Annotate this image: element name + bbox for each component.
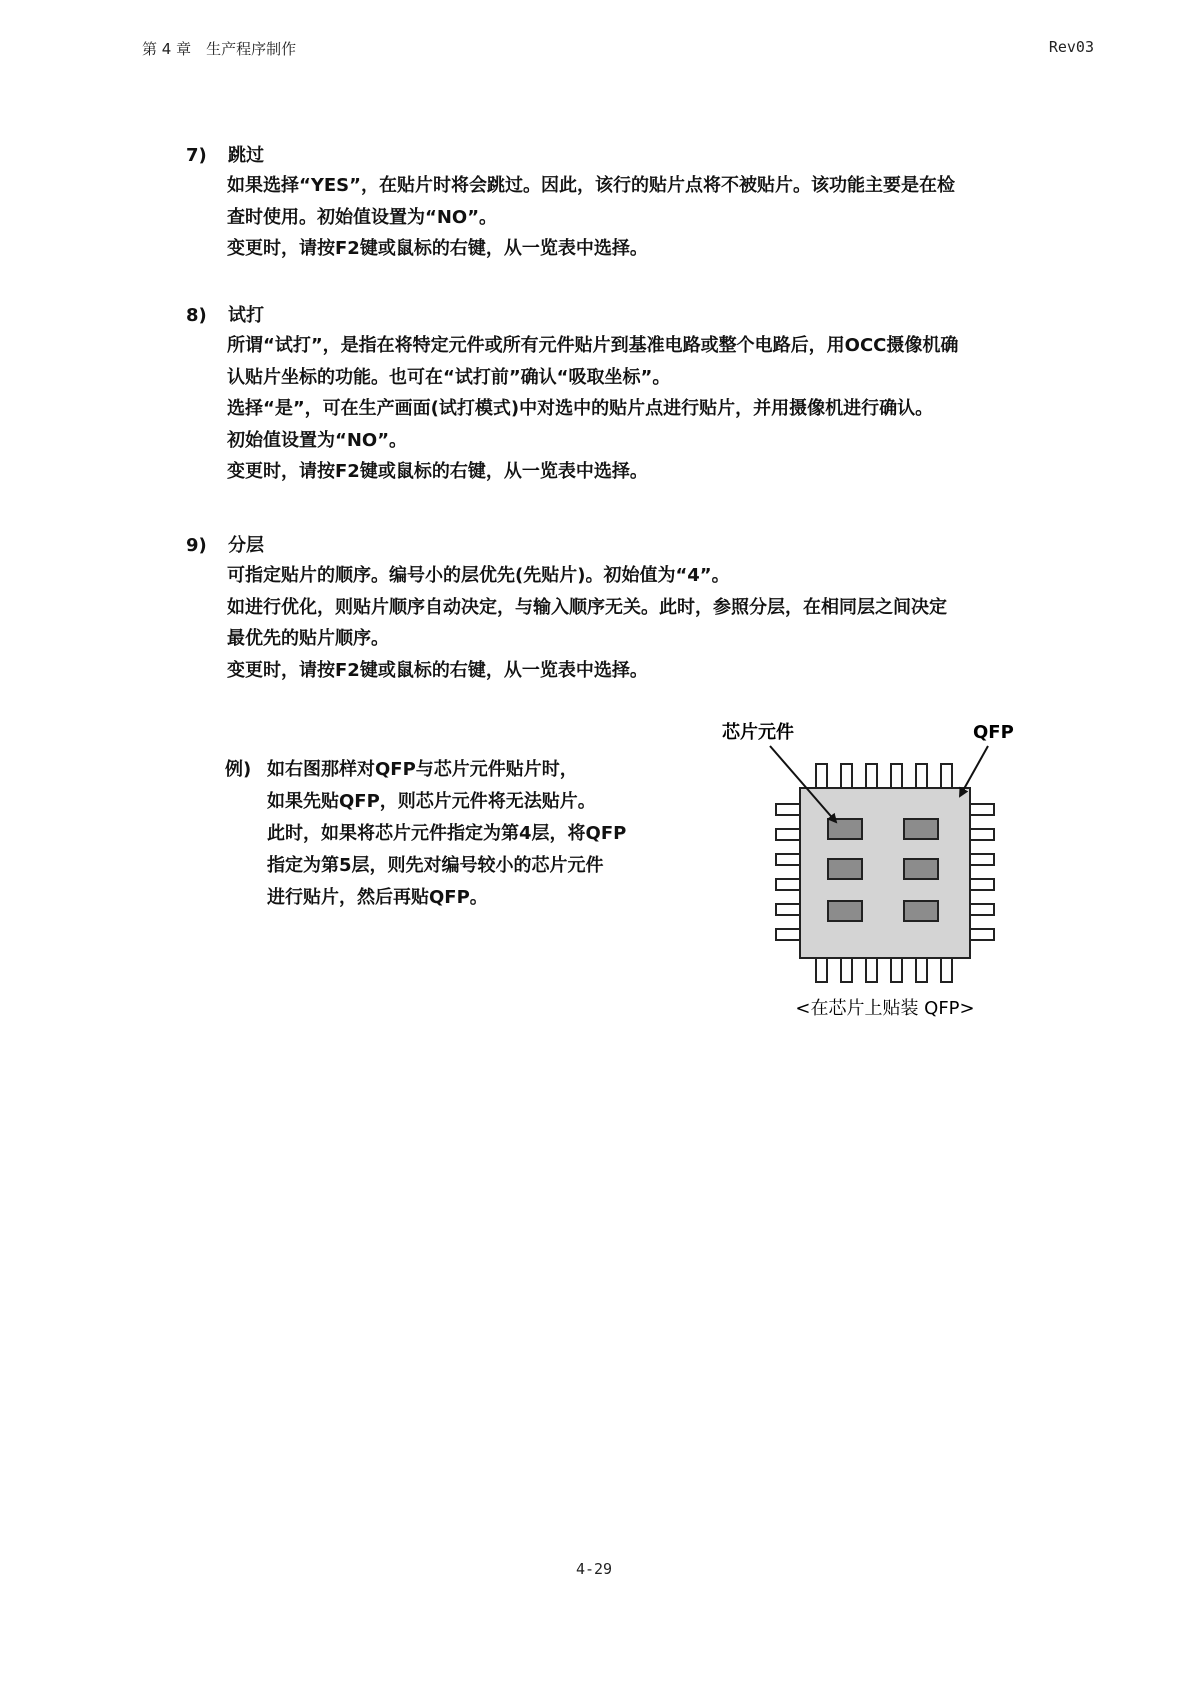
section-layer: [186, 532, 1086, 686]
example-line: 进行贴片，然后再贴QFP。: [267, 887, 488, 908]
paragraph-line: 选择“是”，可在生产画面(试打模式)中对选中的贴片点进行贴片，并用摄像机进行确认。: [227, 398, 934, 419]
section-number: 7): [186, 145, 207, 166]
qfp-lead: [970, 879, 994, 890]
section-skip: [186, 142, 1086, 265]
qfp-lead: [970, 829, 994, 840]
qfp-lead: [841, 958, 852, 982]
section-trial-placement: [186, 302, 1086, 488]
page-number: 4-29: [575, 1560, 613, 1578]
chip-component: [828, 819, 862, 839]
qfp-label: QFP: [973, 722, 1014, 743]
qfp-lead: [816, 764, 827, 788]
qfp-lead: [866, 958, 877, 982]
paragraph-line: 可指定贴片的顺序。编号小的层优先(先贴片)。初始值为“4”。: [227, 565, 730, 586]
example-line: 此时，如果将芯片元件指定为第4层，将QFP: [267, 823, 627, 844]
example-line: 如果先贴QFP，则芯片元件将无法贴片。: [267, 791, 596, 812]
paragraph-line: 变更时，请按F2键或鼠标的右键，从一览表中选择。: [227, 461, 648, 482]
section-title: 试打: [228, 305, 264, 326]
qfp-lead: [941, 958, 952, 982]
qfp-lead: [866, 764, 877, 788]
qfp-lead: [970, 904, 994, 915]
qfp-lead: [916, 764, 927, 788]
section-number: 9): [186, 535, 207, 556]
qfp-lead: [970, 854, 994, 865]
paragraph-line: 变更时，请按F2键或鼠标的右键，从一览表中选择。: [227, 238, 648, 259]
qfp-diagram-svg: [720, 718, 1020, 1038]
qfp-lead: [776, 829, 800, 840]
example-block: [225, 754, 626, 914]
chip-component-label: 芯片元件: [722, 722, 794, 743]
chip-component: [828, 901, 862, 921]
chip-component: [904, 901, 938, 921]
paragraph-line: 变更时，请按F2键或鼠标的右键，从一览表中选择。: [227, 659, 648, 681]
paragraph-line: 查时使用。初始值设置为“NO”。: [227, 206, 498, 228]
paragraph-line: 所谓“试打”，是指在将特定元件或所有元件贴片到基准电路或整个电路后，用OCC摄像机确: [227, 335, 959, 356]
qfp-lead: [776, 904, 800, 915]
section-title: 分层: [228, 535, 264, 556]
qfp-body: [800, 788, 970, 958]
chapter-header: 第 4 章 生产程序制作: [142, 40, 297, 58]
paragraph-line: 如果选择“YES”，在贴片时将会跳过。因此，该行的贴片点将不被贴片。该功能主要是在检: [227, 175, 955, 196]
example-line: 如右图那样对QFP与芯片元件贴片时，: [267, 759, 578, 780]
figure-caption: <在芯片上贴装 QFP>: [795, 998, 975, 1019]
paragraph-line: 最优先的贴片顺序。: [227, 628, 389, 649]
qfp-lead: [891, 958, 902, 982]
qfp-lead: [891, 764, 902, 788]
qfp-lead: [970, 929, 994, 940]
qfp-lead: [916, 958, 927, 982]
qfp-pointer-arrow: [960, 746, 988, 796]
chip-component: [904, 819, 938, 839]
qfp-lead: [776, 804, 800, 815]
qfp-lead: [776, 854, 800, 865]
example-line: 指定为第5层，则先对编号较小的芯片元件: [267, 855, 604, 876]
qfp-diagram: [720, 718, 1020, 1042]
paragraph-line: 认贴片坐标的功能。也可在“试打前”确认“吸取坐标”。: [227, 366, 671, 388]
qfp-lead: [941, 764, 952, 788]
paragraph-line: 初始值设置为“NO”。: [227, 429, 408, 451]
paragraph-line: 如进行优化，则贴片顺序自动决定，与输入顺序无关。此时，参照分层，在相同层之间决定: [227, 596, 947, 618]
qfp-lead: [776, 929, 800, 940]
example-prefix: 例): [225, 759, 252, 780]
qfp-lead: [776, 879, 800, 890]
qfp-lead: [841, 764, 852, 788]
chip-component: [904, 859, 938, 879]
qfp-lead: [816, 958, 827, 982]
chip-component: [828, 859, 862, 879]
section-number: 8): [186, 305, 207, 326]
qfp-lead: [970, 804, 994, 815]
section-title: 跳过: [228, 145, 264, 166]
revision-label: Rev03: [1048, 38, 1094, 56]
